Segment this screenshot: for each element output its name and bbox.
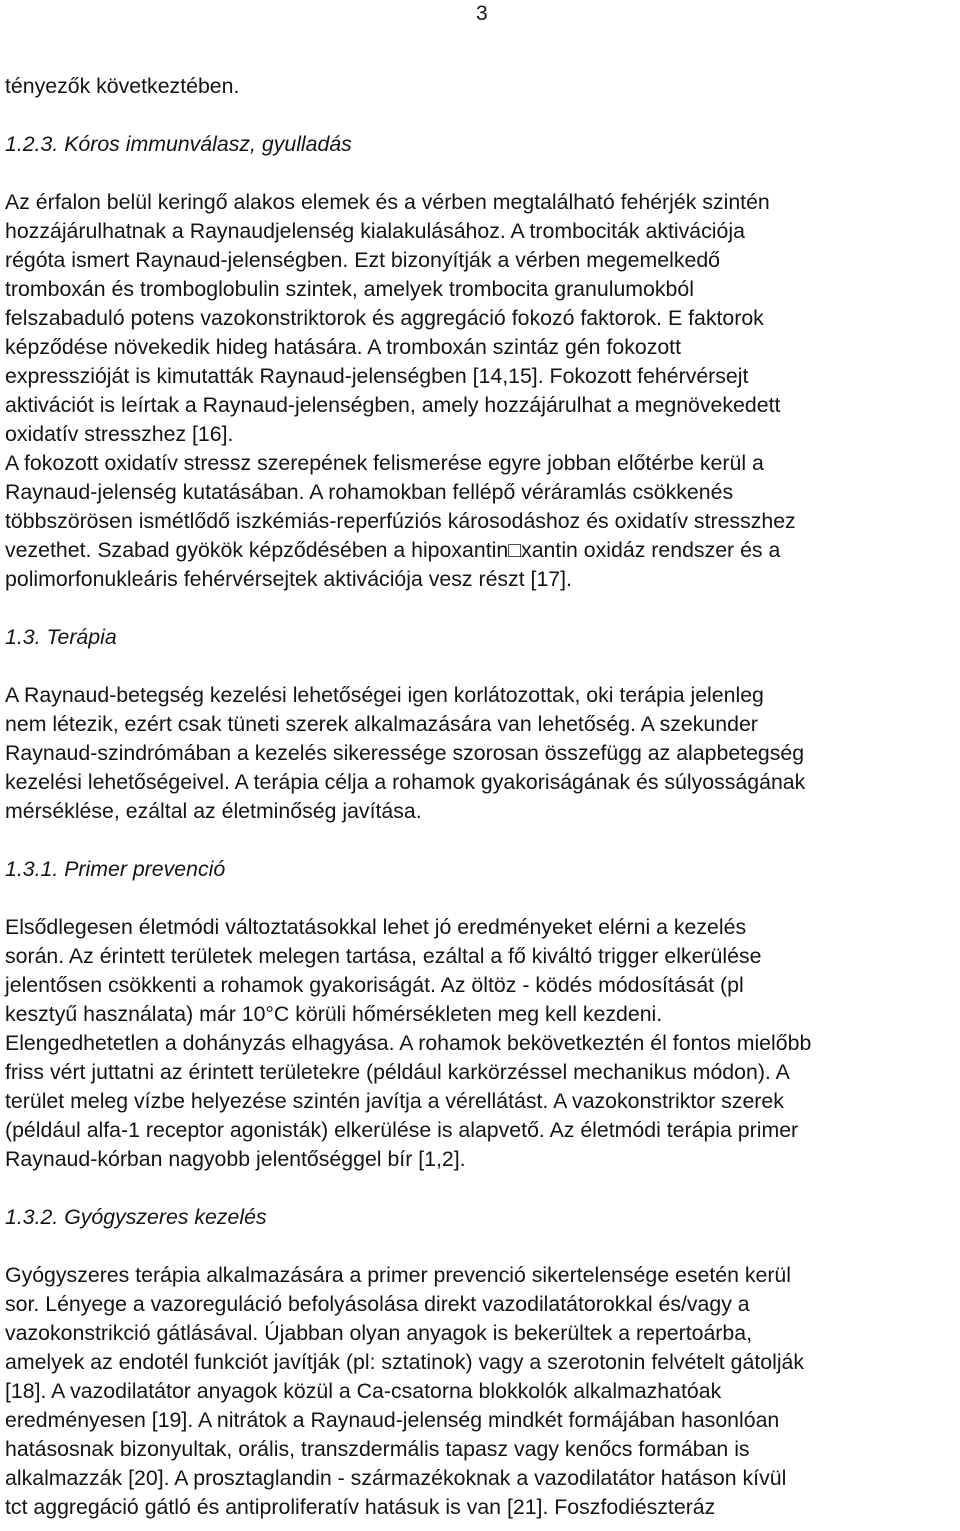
paragraph xyxy=(5,681,957,826)
paragraph xyxy=(5,1261,957,1522)
text-line: kezelési lehetőségeivel. A terápia célja a rohamok gyakoriságának és súlyosságának xyxy=(5,770,806,794)
section-heading xyxy=(5,855,957,884)
text-line: [18]. A vazodilatátor anyagok közül a Ca-csatorna blokkolók alkalmazhatóak xyxy=(5,1379,722,1403)
text-line: vezethet. Szabad gyökök képződésében a hipoxantin□xantin oxidáz rendszer és a xyxy=(5,538,781,562)
text-line: nem létezik, ezért csak tüneti szerek alkalmazására van lehetőség. A szekunder xyxy=(5,712,758,736)
text-line: aktivációt is leírtak a Raynaud-jelenségben, amely hozzájárulhat a megnövekedett xyxy=(5,393,781,417)
paragraph-spacer xyxy=(5,652,957,681)
text-line: Gyógyszeres terápia alkalmazására a primer prevenció sikertelensége esetén kerül xyxy=(5,1263,791,1287)
text-line: vazokonstrikció gátlásával. Újabban olyan anyagok is bekerültek a repertoárba, xyxy=(5,1321,753,1345)
text-line: Elengedhetetlen a dohányzás elhagyása. A rohamok bekövetkeztén él fontos mielőbb xyxy=(5,1031,812,1055)
text-line: hozzájárulhatnak a Raynaudjelenség kialakulásához. A trombociták aktivációja xyxy=(5,219,745,243)
heading-text: 1.3.1. Primer prevenció xyxy=(5,857,226,881)
text-line: tényezők következtében. xyxy=(5,74,240,98)
paragraph-spacer xyxy=(5,594,957,623)
text-line: többszörösen ismétlődő iszkémiás-reperfúziós károsodáshoz és oxidatív stresszhez xyxy=(5,509,796,533)
text-line: során. Az érintett területek melegen tartása, ezáltal a fő kiváltó trigger elkerülése xyxy=(5,944,762,968)
text-line: amelyek az endotél funkciót javítják (pl: sztatinok) vagy a szerotonin felvételt gátolják xyxy=(5,1350,805,1374)
text-line: A Raynaud-betegség kezelési lehetőségei igen korlátozottak, oki terápia jelenleg xyxy=(5,683,764,707)
text-line: oxidatív stresszhez [16]. xyxy=(5,422,234,446)
heading-text: 1.3. Terápia xyxy=(5,625,117,649)
text-line: sor. Lényege a vazoreguláció befolyásolása direkt vazodilatátorokkal és/vagy a xyxy=(5,1292,750,1316)
paragraph-spacer xyxy=(5,826,957,855)
paragraph-spacer xyxy=(5,1232,957,1261)
section-heading xyxy=(5,130,957,159)
page-number: 3 xyxy=(476,2,488,25)
text-line: Az érfalon belül keringő alakos elemek és a vérben megtalálható fehérjék szintén xyxy=(5,190,770,214)
text-line: A fokozott oxidatív stressz szerepének felismerése egyre jobban előtérbe kerül a xyxy=(5,451,764,475)
paragraph xyxy=(5,72,957,101)
text-line: Raynaud-szindrómában a kezelés sikeressége szorosan összefügg az alapbetegség xyxy=(5,741,805,765)
text-line: kesztyű használata) már 10°C körüli hőmérsékleten meg kell kezdeni. xyxy=(5,1002,663,1026)
text-line: Raynaud-kórban nagyobb jelentőséggel bír [1,2]. xyxy=(5,1147,466,1171)
text-line: tromboxán és tromboglobulin szintek, amelyek trombocita granulumokból xyxy=(5,277,694,301)
paragraph-spacer xyxy=(5,101,957,130)
text-line: friss vért juttatni az érintett területekre (például karkörzéssel mechanikus módon). A xyxy=(5,1060,790,1084)
text-line: expresszióját is kimutatták Raynaud-jelenségben [14,15]. Fokozott fehérvérsejt xyxy=(5,364,749,388)
text-line: terület meleg vízbe helyezése szintén javítja a vérellátást. A vazokonstriktor szerek xyxy=(5,1089,784,1113)
text-line: eredményesen [19]. A nitrátok a Raynaud-jelenség mindkét formájában hasonlóan xyxy=(5,1408,780,1432)
text-line: hatásosnak bizonyultak, orális, transzdermális tapasz vagy kenőcs formában is xyxy=(5,1437,750,1461)
text-line: tct aggregáció gátló és antiproliferatív hatásuk is van [21]. Foszfodiészteráz xyxy=(5,1495,716,1519)
paragraph-spacer xyxy=(5,159,957,188)
text-line: képződése növekedik hideg hatására. A tromboxán szintáz gén fokozott xyxy=(5,335,682,359)
text-line: régóta ismert Raynaud-jelenségben. Ezt bizonyítják a vérben megemelkedő xyxy=(5,248,721,272)
heading-text: 1.3.2. Gyógyszeres kezelés xyxy=(5,1205,267,1229)
text-line: polimorfonukleáris fehérvérsejtek aktivációja vesz részt [17]. xyxy=(5,567,572,591)
paragraph xyxy=(5,913,957,1174)
text-line: mérséklése, ezáltal az életminőség javítása. xyxy=(5,799,422,823)
text-line: alkalmazzák [20]. A prosztaglandin - származékoknak a vazodilatátor hatáson kívül xyxy=(5,1466,787,1490)
text-line: Raynaud-jelenség kutatásában. A rohamokban fellépő véráramlás csökkenés xyxy=(5,480,734,504)
section-heading xyxy=(5,1203,957,1232)
paragraph-spacer xyxy=(5,1174,957,1203)
text-line: jelentősen csökkenti a rohamok gyakoriságát. Az öltöz - ködés módosítását (pl xyxy=(5,973,744,997)
paragraph-spacer xyxy=(5,884,957,913)
section-heading xyxy=(5,623,957,652)
text-line: (például alfa-1 receptor agonisták) elkerülése is alapvető. Az életmódi terápia primer xyxy=(5,1118,799,1142)
text-line: Elsődlegesen életmódi változtatásokkal lehet jó eredményeket elérni a kezelés xyxy=(5,915,747,939)
document-body xyxy=(5,72,957,1522)
paragraph xyxy=(5,188,957,594)
text-line: felszabaduló potens vazokonstriktorok és aggregáció fokozó faktorok. E faktorok xyxy=(5,306,764,330)
heading-text: 1.2.3. Kóros immunválasz, gyulladás xyxy=(5,132,352,156)
